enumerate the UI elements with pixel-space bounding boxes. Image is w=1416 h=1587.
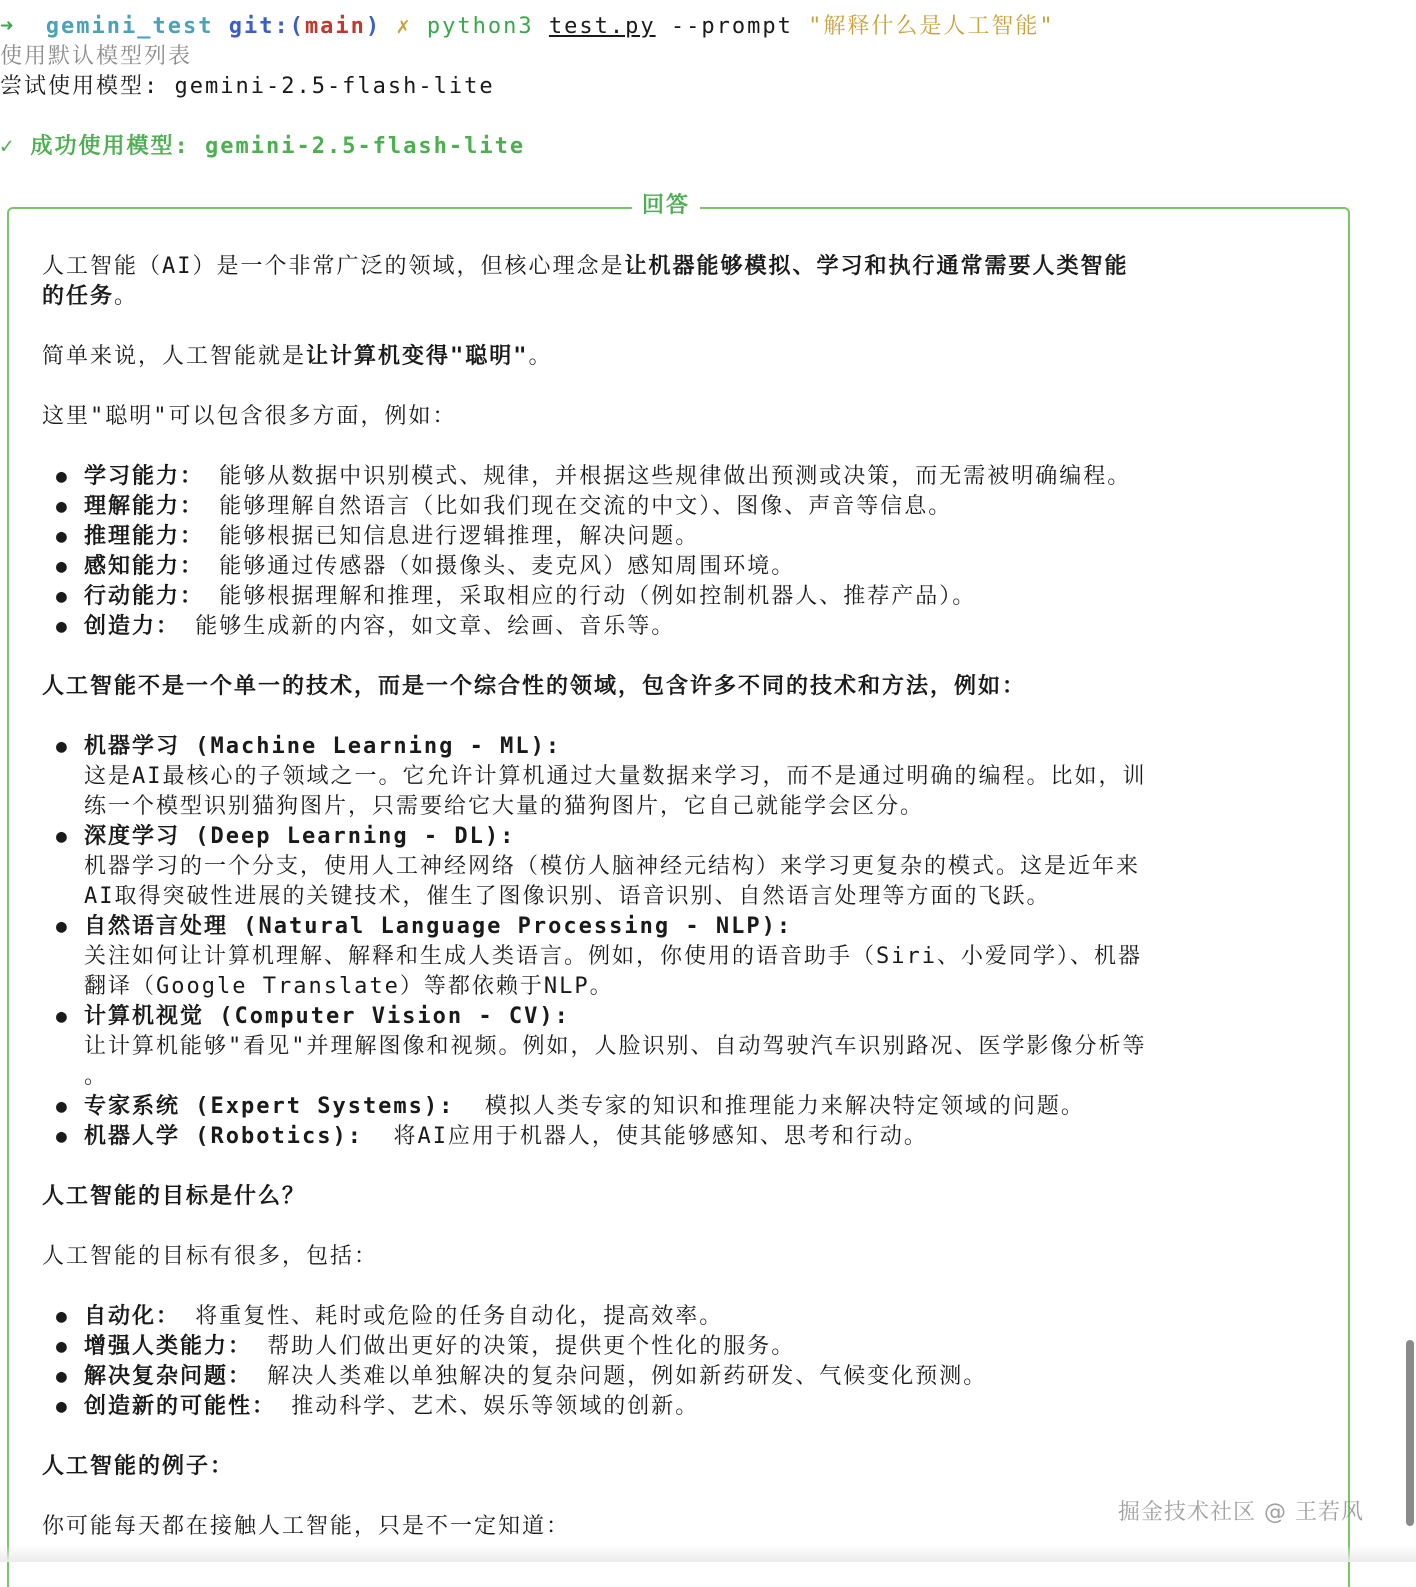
goal-label: 创造新的可能性： bbox=[84, 1394, 277, 1419]
bullet-icon: ● bbox=[56, 526, 67, 547]
command-file-arg: test.py bbox=[548, 14, 656, 39]
bullet-icon: ● bbox=[56, 496, 67, 517]
list-item bbox=[84, 1302, 723, 1332]
heading-goals: 人工智能的目标是什么？ bbox=[42, 1184, 307, 1209]
list-item bbox=[84, 1362, 987, 1392]
bullet-icon: ● bbox=[56, 616, 67, 637]
paragraph-intro-line1 bbox=[42, 252, 1129, 282]
watermark: 掘金技术社区 @ 王若风 bbox=[1118, 1500, 1364, 1525]
tech-label: 机器人学 (Robotics): bbox=[84, 1124, 363, 1149]
success-message: 成功使用模型: gemini-2.5-flash-lite bbox=[30, 134, 526, 159]
prompt-git-branch: main bbox=[304, 14, 366, 39]
goal-label: 增强人类能力： bbox=[84, 1334, 253, 1359]
simple-period: 。 bbox=[528, 344, 553, 369]
prompt-line bbox=[0, 12, 1055, 42]
bullet-icon: ● bbox=[56, 1306, 67, 1327]
paragraph-smart: 这里"聪明"可以包含很多方面，例如： bbox=[42, 404, 457, 429]
paragraph-goals: 人工智能的目标有很多，包括： bbox=[42, 1244, 379, 1269]
bullet-icon: ● bbox=[56, 916, 67, 937]
ability-text: 能够从数据中识别模式、规律，并根据这些规律做出预测或决策，而无需被明确编程。 bbox=[204, 464, 1132, 489]
intro-period: 。 bbox=[114, 284, 139, 309]
ability-text: 能够根据已知信息进行逻辑推理，解决问题。 bbox=[204, 524, 700, 549]
ability-label: 创造力： bbox=[84, 614, 181, 639]
list-item bbox=[84, 492, 952, 522]
answer-panel-title: 回答 bbox=[632, 191, 700, 221]
tech-text: 关注如何让计算机理解、解释和生成人类语言。例如，你使用的语音助手（Siri、小爱同学）、机器 bbox=[84, 944, 1142, 969]
log-default-models: 使用默认模型列表 bbox=[0, 44, 193, 69]
ability-text: 能够通过传感器（如摄像头、麦克风）感知周围环境。 bbox=[204, 554, 796, 579]
log-trying-model: 尝试使用模型: gemini-2.5-flash-lite bbox=[0, 74, 495, 99]
prompt-git-label: git:( bbox=[228, 14, 305, 39]
tech-text: 让计算机能够"看见"并理解图像和视频。例如，人脸识别、自动驾驶汽车识别路况、医学影像分析等 bbox=[84, 1034, 1147, 1059]
goal-label: 自动化： bbox=[84, 1304, 181, 1329]
simple-text: 简单来说，人工智能就是 bbox=[42, 344, 307, 369]
list-item bbox=[84, 1092, 1085, 1122]
goal-text: 推动科学、艺术、娱乐等领域的创新。 bbox=[276, 1394, 700, 1419]
bullet-icon: ● bbox=[56, 826, 67, 847]
tech-text: 这是AI最核心的子领域之一。它允许计算机通过大量数据来学习，而不是通过明确的编程。比如，训 bbox=[84, 764, 1147, 789]
bullet-icon: ● bbox=[56, 556, 67, 577]
ability-label: 行动能力： bbox=[84, 584, 205, 609]
bullet-icon: ● bbox=[56, 1006, 67, 1027]
intro-text: 人工智能（AI）是一个非常广泛的领域，但核心理念是 bbox=[42, 254, 625, 279]
tech-text: 模拟人类专家的知识和推理能力来解决特定领域的问题。 bbox=[454, 1094, 1085, 1119]
paragraph-intro-line2 bbox=[42, 282, 138, 312]
dirty-x-icon: ✗ bbox=[396, 14, 412, 39]
success-line bbox=[0, 132, 525, 162]
check-icon: ✓ bbox=[0, 134, 16, 159]
tech-text: 将AI应用于机器人，使其能够感知、思考和行动。 bbox=[362, 1124, 928, 1149]
intro-bold: 让机器能够模拟、学习和执行通常需要人类智能 bbox=[624, 254, 1129, 279]
bullet-icon: ● bbox=[56, 466, 67, 487]
ability-label: 学习能力： bbox=[84, 464, 205, 489]
bullet-icon: ● bbox=[56, 1396, 67, 1417]
simple-bold: 让计算机变得"聪明" bbox=[306, 344, 529, 369]
bottom-fade bbox=[0, 1545, 1416, 1562]
intro-bold-cont: 的任务 bbox=[42, 284, 115, 309]
paragraph-techs-heading: 人工智能不是一个单一的技术，而是一个综合性的领域，包含许多不同的技术和方法，例如： bbox=[42, 674, 1027, 699]
prompt-git-close: ) bbox=[365, 14, 382, 39]
ability-label: 推理能力： bbox=[84, 524, 205, 549]
list-item bbox=[84, 1392, 699, 1422]
ability-text: 能够生成新的内容，如文章、绘画、音乐等。 bbox=[180, 614, 676, 639]
tech-text: AI取得突破性进展的关键技术，催生了图像识别、语音识别、自然语言处理等方面的飞跃。 bbox=[84, 884, 1051, 909]
command-flag: --prompt bbox=[670, 14, 793, 39]
heading-examples: 人工智能的例子： bbox=[42, 1454, 235, 1479]
tech-label: 专家系统 (Expert Systems): bbox=[84, 1094, 455, 1119]
tech-text: 翻译（Google Translate）等都依赖于NLP。 bbox=[84, 974, 614, 999]
goal-text: 帮助人们做出更好的决策，提供更个性化的服务。 bbox=[252, 1334, 796, 1359]
list-item bbox=[84, 462, 1131, 492]
bullet-icon: ● bbox=[56, 1096, 67, 1117]
vertical-scrollbar[interactable] bbox=[1406, 1340, 1414, 1526]
list-item bbox=[84, 552, 795, 582]
prompt-arrow-icon: ➜ bbox=[0, 14, 16, 39]
tech-label: 深度学习 (Deep Learning - DL): bbox=[84, 824, 516, 849]
bullet-icon: ● bbox=[56, 1366, 67, 1387]
list-item bbox=[84, 1122, 928, 1152]
tech-text: 。 bbox=[84, 1064, 109, 1089]
ability-text: 能够理解自然语言（比如我们现在交流的中文）、图像、声音等信息。 bbox=[204, 494, 953, 519]
goal-text: 解决人类难以单独解决的复杂问题，例如新药研发、气候变化预测。 bbox=[252, 1364, 988, 1389]
tech-label: 自然语言处理 (Natural Language Processing - NLP): bbox=[84, 914, 793, 939]
ability-label: 感知能力： bbox=[84, 554, 205, 579]
tech-text: 机器学习的一个分支，使用人工神经网络（模仿人脑神经元结构）来学习更复杂的模式。这是近年来 bbox=[84, 854, 1141, 879]
goal-text: 将重复性、耗时或危险的任务自动化，提高效率。 bbox=[180, 1304, 724, 1329]
bullet-icon: ● bbox=[56, 1336, 67, 1357]
tech-label: 机器学习 (Machine Learning - ML): bbox=[84, 734, 562, 759]
ability-text: 能够根据理解和推理，采取相应的行动（例如控制机器人、推荐产品）。 bbox=[204, 584, 977, 609]
bullet-icon: ● bbox=[56, 586, 67, 607]
tech-label: 计算机视觉 (Computer Vision - CV): bbox=[84, 1004, 570, 1029]
command-string-arg: "解释什么是人工智能" bbox=[808, 14, 1055, 39]
paragraph-simple bbox=[42, 342, 553, 372]
list-item bbox=[84, 522, 699, 552]
bullet-icon: ● bbox=[56, 736, 67, 757]
prompt-directory: gemini_test bbox=[45, 14, 214, 39]
paragraph-examples: 你可能每天都在接触人工智能，只是不一定知道： bbox=[42, 1514, 571, 1539]
ability-label: 理解能力： bbox=[84, 494, 205, 519]
list-item bbox=[84, 582, 976, 612]
goal-label: 解决复杂问题： bbox=[84, 1364, 253, 1389]
list-item bbox=[84, 612, 675, 642]
list-item bbox=[84, 1332, 795, 1362]
bullet-icon: ● bbox=[56, 1126, 67, 1147]
tech-text: 练一个模型识别猫狗图片，只需要给它大量的猫狗图片，它自己就能学会区分。 bbox=[84, 794, 925, 819]
command-name: python3 bbox=[426, 14, 534, 39]
